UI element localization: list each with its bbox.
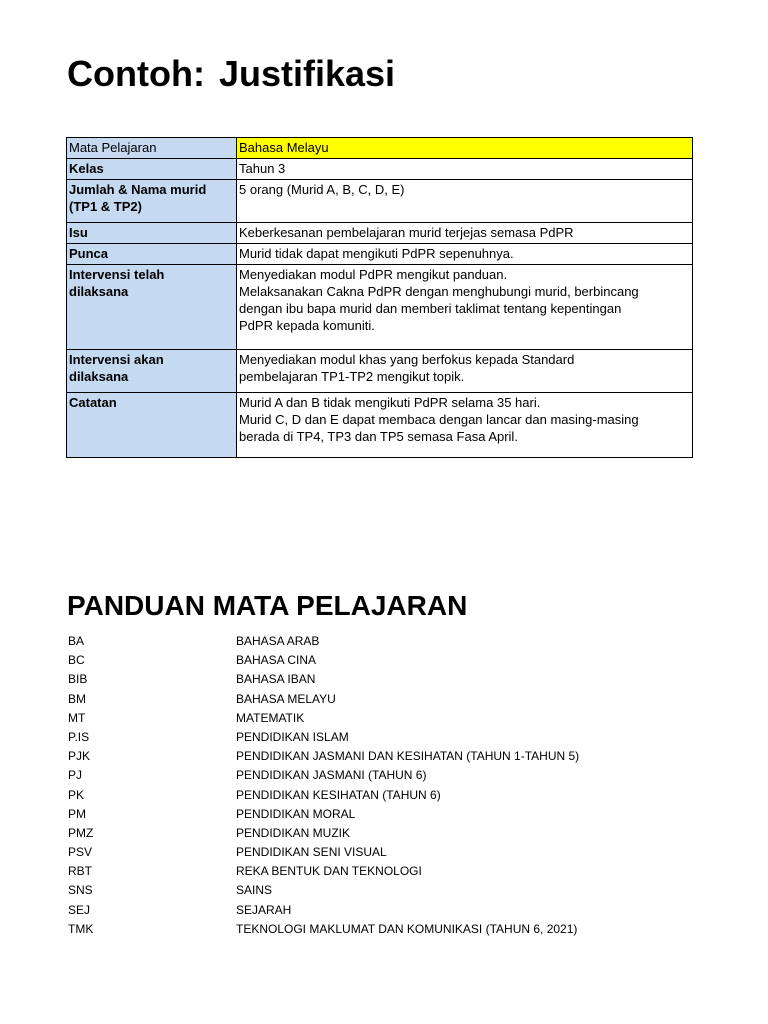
- list-item: [68, 920, 708, 939]
- row-value: [237, 393, 693, 458]
- row-label: Kelas: [67, 159, 237, 180]
- table-row-cause: [67, 244, 693, 265]
- row-value-line: berada di TP4, TP3 dan TP5 semasa Fasa April.: [239, 429, 518, 444]
- row-value-line: Menyediakan modul khas yang berfokus kepada Standard: [239, 352, 575, 367]
- subject-guide-title: PANDUAN MATA PELAJARAN: [67, 590, 468, 621]
- subject-name: PENDIDIKAN MORAL: [236, 806, 356, 821]
- row-value: [237, 138, 693, 159]
- row-value-line: Menyediakan modul PdPR mengikut panduan.: [239, 267, 508, 282]
- table-row-intervention-planned: [67, 350, 693, 393]
- subject-code: RBT: [68, 864, 92, 879]
- subject-name: PENDIDIKAN JASMANI DAN KESIHATAN (TAHUN 1-TAHUN 5): [236, 749, 580, 764]
- row-label: [67, 350, 237, 393]
- row-label-line: dilaksana: [69, 369, 129, 384]
- subject-name: BAHASA IBAN: [236, 672, 316, 687]
- row-label-line: Intervensi akan: [69, 352, 164, 367]
- subject-code: PK: [68, 787, 85, 802]
- subject-name: SAINS: [236, 883, 273, 898]
- list-item: [68, 824, 708, 843]
- row-value-line: Murid C, D dan E dapat membaca dengan lancar dan masing-masing: [239, 412, 639, 427]
- row-value: [237, 180, 693, 223]
- list-item: [68, 670, 708, 689]
- subject-code: BIB: [68, 672, 88, 687]
- subject-name: PENDIDIKAN JASMANI (TAHUN 6): [236, 768, 427, 783]
- list-item: [68, 901, 708, 920]
- subject-code: SNS: [68, 883, 93, 898]
- row-value-line: Murid A dan B tidak mengikuti PdPR selama 35 hari.: [239, 395, 541, 410]
- row-label: [67, 180, 237, 223]
- subject-guide-list: [68, 632, 708, 939]
- subject-name: MATEMATIK: [236, 710, 305, 725]
- row-label-line: Intervensi telah: [69, 267, 165, 282]
- subject-code: BC: [68, 653, 85, 668]
- list-item: [68, 728, 708, 747]
- row-label: Isu: [67, 223, 237, 244]
- list-item: [68, 843, 708, 862]
- row-value-line: PdPR kepada komuniti.: [239, 318, 375, 333]
- list-item: [68, 632, 708, 651]
- table-row-intervention-done: [67, 265, 693, 350]
- row-label-line: (TP1 & TP2): [69, 199, 142, 214]
- subject-name: PENDIDIKAN SENI VISUAL: [236, 845, 387, 860]
- subject-name: REKA BENTUK DAN TEKNOLOGI: [236, 864, 422, 879]
- row-label: Punca: [67, 244, 237, 265]
- subject-code: P.IS: [68, 729, 90, 744]
- row-value-line: pembelajaran TP1-TP2 mengikut topik.: [239, 369, 465, 384]
- row-value-line: 5 orang (Murid A, B, C, D, E): [239, 182, 405, 197]
- subject-code: PJ: [68, 768, 83, 783]
- list-item: [68, 805, 708, 824]
- subject-name: BAHASA CINA: [236, 653, 317, 668]
- subject-code: PJK: [68, 749, 91, 764]
- row-label-line: dilaksana: [69, 284, 129, 299]
- subject-code: PSV: [68, 845, 93, 860]
- row-value-line: Melaksanakan Cakna PdPR dengan menghubungi murid, berbincang: [239, 284, 639, 299]
- list-item: [68, 766, 708, 785]
- list-item: [68, 690, 708, 709]
- table-row-subject: [67, 138, 693, 159]
- table-row-student-count: [67, 180, 693, 223]
- subject-name: BAHASA MELAYU: [236, 691, 336, 706]
- subject-name: PENDIDIKAN KESIHATAN (TAHUN 6): [236, 787, 441, 802]
- row-value: [237, 244, 693, 265]
- list-item: [68, 786, 708, 805]
- subject-name: PENDIDIKAN ISLAM: [236, 729, 349, 744]
- row-label: [67, 265, 237, 350]
- row-value: [237, 265, 693, 350]
- list-item: [68, 862, 708, 881]
- subject-code: BM: [68, 691, 86, 706]
- subject-name: BAHASA ARAB: [236, 634, 320, 648]
- row-value: [237, 223, 693, 244]
- subject-code: PMZ: [68, 825, 94, 840]
- list-item: [68, 747, 708, 766]
- subject-code: MT: [68, 710, 86, 725]
- subject-code: PM: [68, 806, 86, 821]
- list-item: [68, 881, 708, 900]
- row-label: Mata Pelajaran: [67, 138, 237, 159]
- row-value-line: Tahun 3: [239, 161, 286, 176]
- subject-code: BA: [68, 634, 85, 648]
- row-value-line: Keberkesanan pembelajaran murid terjejas semasa PdPR: [239, 225, 574, 240]
- subject-code: TMK: [68, 921, 94, 936]
- row-value: [237, 159, 693, 180]
- page-title: [67, 52, 395, 96]
- subject-name: SEJARAH: [236, 902, 292, 917]
- row-label: Catatan: [67, 393, 237, 458]
- row-value-line: Bahasa Melayu: [239, 140, 329, 155]
- list-item: [68, 651, 708, 670]
- row-value-line: dengan ibu bapa murid dan memberi taklimat tentang kepentingan: [239, 301, 622, 316]
- row-value-line: Murid tidak dapat mengikuti PdPR sepenuhnya.: [239, 246, 514, 261]
- table-row-issue: [67, 223, 693, 244]
- row-label-line: Jumlah & Nama murid: [69, 182, 207, 197]
- subject-code: SEJ: [68, 902, 91, 917]
- page-title-label: Contoh:: [67, 53, 205, 94]
- row-value: [237, 350, 693, 393]
- page-title-subject: Justifikasi: [218, 53, 396, 94]
- table-row-class: [67, 159, 693, 180]
- subject-name: TEKNOLOGI MAKLUMAT DAN KOMUNIKASI (TAHUN 6, 2021): [236, 921, 578, 936]
- subject-name: PENDIDIKAN MUZIK: [236, 825, 351, 840]
- list-item: [68, 709, 708, 728]
- table-row-notes: [67, 393, 693, 458]
- justification-table: [66, 137, 693, 458]
